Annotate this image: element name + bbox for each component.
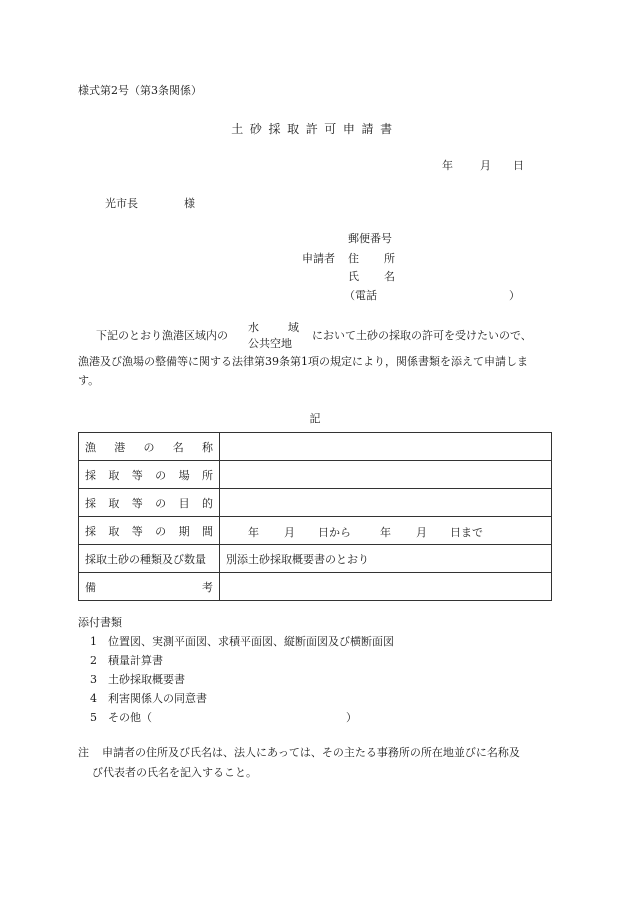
option-water-a: 水 bbox=[248, 321, 259, 334]
form-number: 様式第2号（第3条関係） bbox=[78, 84, 202, 97]
option-water-b: 域 bbox=[288, 321, 299, 334]
row-label bbox=[79, 433, 220, 461]
label-soil-type-quantity: 採取土砂の種類及び数量 bbox=[79, 545, 220, 573]
attachment-number: 5 bbox=[90, 711, 97, 724]
attachments-heading: 添付書類 bbox=[78, 616, 122, 629]
phone-label: （電話 bbox=[344, 289, 377, 302]
label-location: 採 取 等 の 場 所 bbox=[85, 468, 213, 482]
period-year-from: 年 bbox=[248, 526, 259, 539]
name-label-a: 氏 bbox=[348, 270, 359, 283]
label-remarks: 備 考 bbox=[85, 580, 213, 594]
date-year-label: 年 bbox=[442, 159, 453, 172]
note-label: 注 bbox=[78, 746, 89, 759]
table-row bbox=[79, 545, 552, 573]
kisai-heading: 記 bbox=[309, 412, 321, 425]
address-label-a: 住 bbox=[348, 252, 359, 265]
period-day-to: 日まで bbox=[450, 526, 483, 539]
document-title: 土砂採取許可申請書 bbox=[231, 122, 399, 136]
attachment-text: その他（ bbox=[108, 711, 152, 724]
period-month-from: 月 bbox=[284, 526, 295, 539]
table-row bbox=[79, 489, 552, 517]
attachment-number: 2 bbox=[90, 654, 97, 667]
table-row bbox=[79, 517, 552, 545]
period-month-to: 月 bbox=[416, 526, 427, 539]
soil-type-quantity-field[interactable]: 別添土砂採取概要書のとおり bbox=[220, 545, 552, 573]
honorific: 様 bbox=[184, 197, 195, 210]
phone-close: ） bbox=[509, 289, 520, 302]
purpose-field[interactable] bbox=[220, 489, 552, 517]
label-period: 採 取 等 の 期 間 bbox=[85, 524, 213, 538]
name-label-b: 名 bbox=[384, 270, 395, 283]
table-row bbox=[79, 461, 552, 489]
attachment-text: 積量計算書 bbox=[108, 654, 163, 667]
label-harbor-name: 漁 港 の 名 称 bbox=[85, 440, 213, 454]
row-label bbox=[79, 461, 220, 489]
attachment-text: 利害関係人の同意書 bbox=[108, 692, 207, 705]
attachment-number: 3 bbox=[90, 673, 97, 686]
row-label bbox=[79, 489, 220, 517]
attachment-item bbox=[90, 671, 185, 687]
address-label-b: 所 bbox=[384, 252, 395, 265]
row-label bbox=[79, 573, 220, 601]
attachment-number: 4 bbox=[90, 692, 97, 705]
postal-code-label: 郵便番号 bbox=[348, 232, 392, 245]
date-month-label: 月 bbox=[480, 159, 491, 172]
period-year-to: 年 bbox=[380, 526, 391, 539]
remarks-field[interactable] bbox=[220, 573, 552, 601]
applicant-label: 申請者 bbox=[302, 252, 335, 265]
addressee: 光市長 bbox=[105, 197, 138, 210]
option-public-space: 公共空地 bbox=[248, 337, 292, 350]
table-row bbox=[79, 573, 552, 601]
body-lead: 下記のとおり漁港区域内の bbox=[96, 329, 228, 342]
period-field[interactable] bbox=[220, 517, 552, 545]
attachment-item bbox=[90, 633, 394, 649]
location-field[interactable] bbox=[220, 461, 552, 489]
table-row bbox=[79, 433, 552, 461]
application-table bbox=[78, 432, 552, 601]
body-line2: 漁港及び漁場の整備等に関する法律第39条第1項の規定により，関係書類を添えて申請しま bbox=[78, 355, 528, 368]
attachment-text: 位置図、実測平面図、求積平面図、縦断面図及び横断面図 bbox=[108, 635, 394, 648]
attachment-item bbox=[90, 690, 207, 706]
attachment-number: 1 bbox=[90, 635, 97, 648]
period-day-from: 日から bbox=[318, 526, 351, 539]
harbor-name-field[interactable] bbox=[220, 433, 552, 461]
row-label bbox=[79, 517, 220, 545]
attachment-item bbox=[90, 709, 152, 725]
attachment-item bbox=[90, 652, 163, 668]
note-line2: び代表者の氏名を記入すること。 bbox=[92, 766, 257, 779]
body-line1-rest: において土砂の採取の許可を受けたいので、 bbox=[312, 329, 532, 342]
attachment-text: 土砂採取概要書 bbox=[108, 673, 185, 686]
date-day-label: 日 bbox=[513, 159, 524, 172]
attachment-other-close: ） bbox=[346, 711, 357, 724]
label-purpose: 採 取 等 の 目 的 bbox=[85, 496, 213, 510]
body-line3: す。 bbox=[78, 374, 100, 387]
note-line1: 申請者の住所及び氏名は、法人にあっては、その主たる事務所の所在地並びに名称及 bbox=[102, 746, 520, 759]
